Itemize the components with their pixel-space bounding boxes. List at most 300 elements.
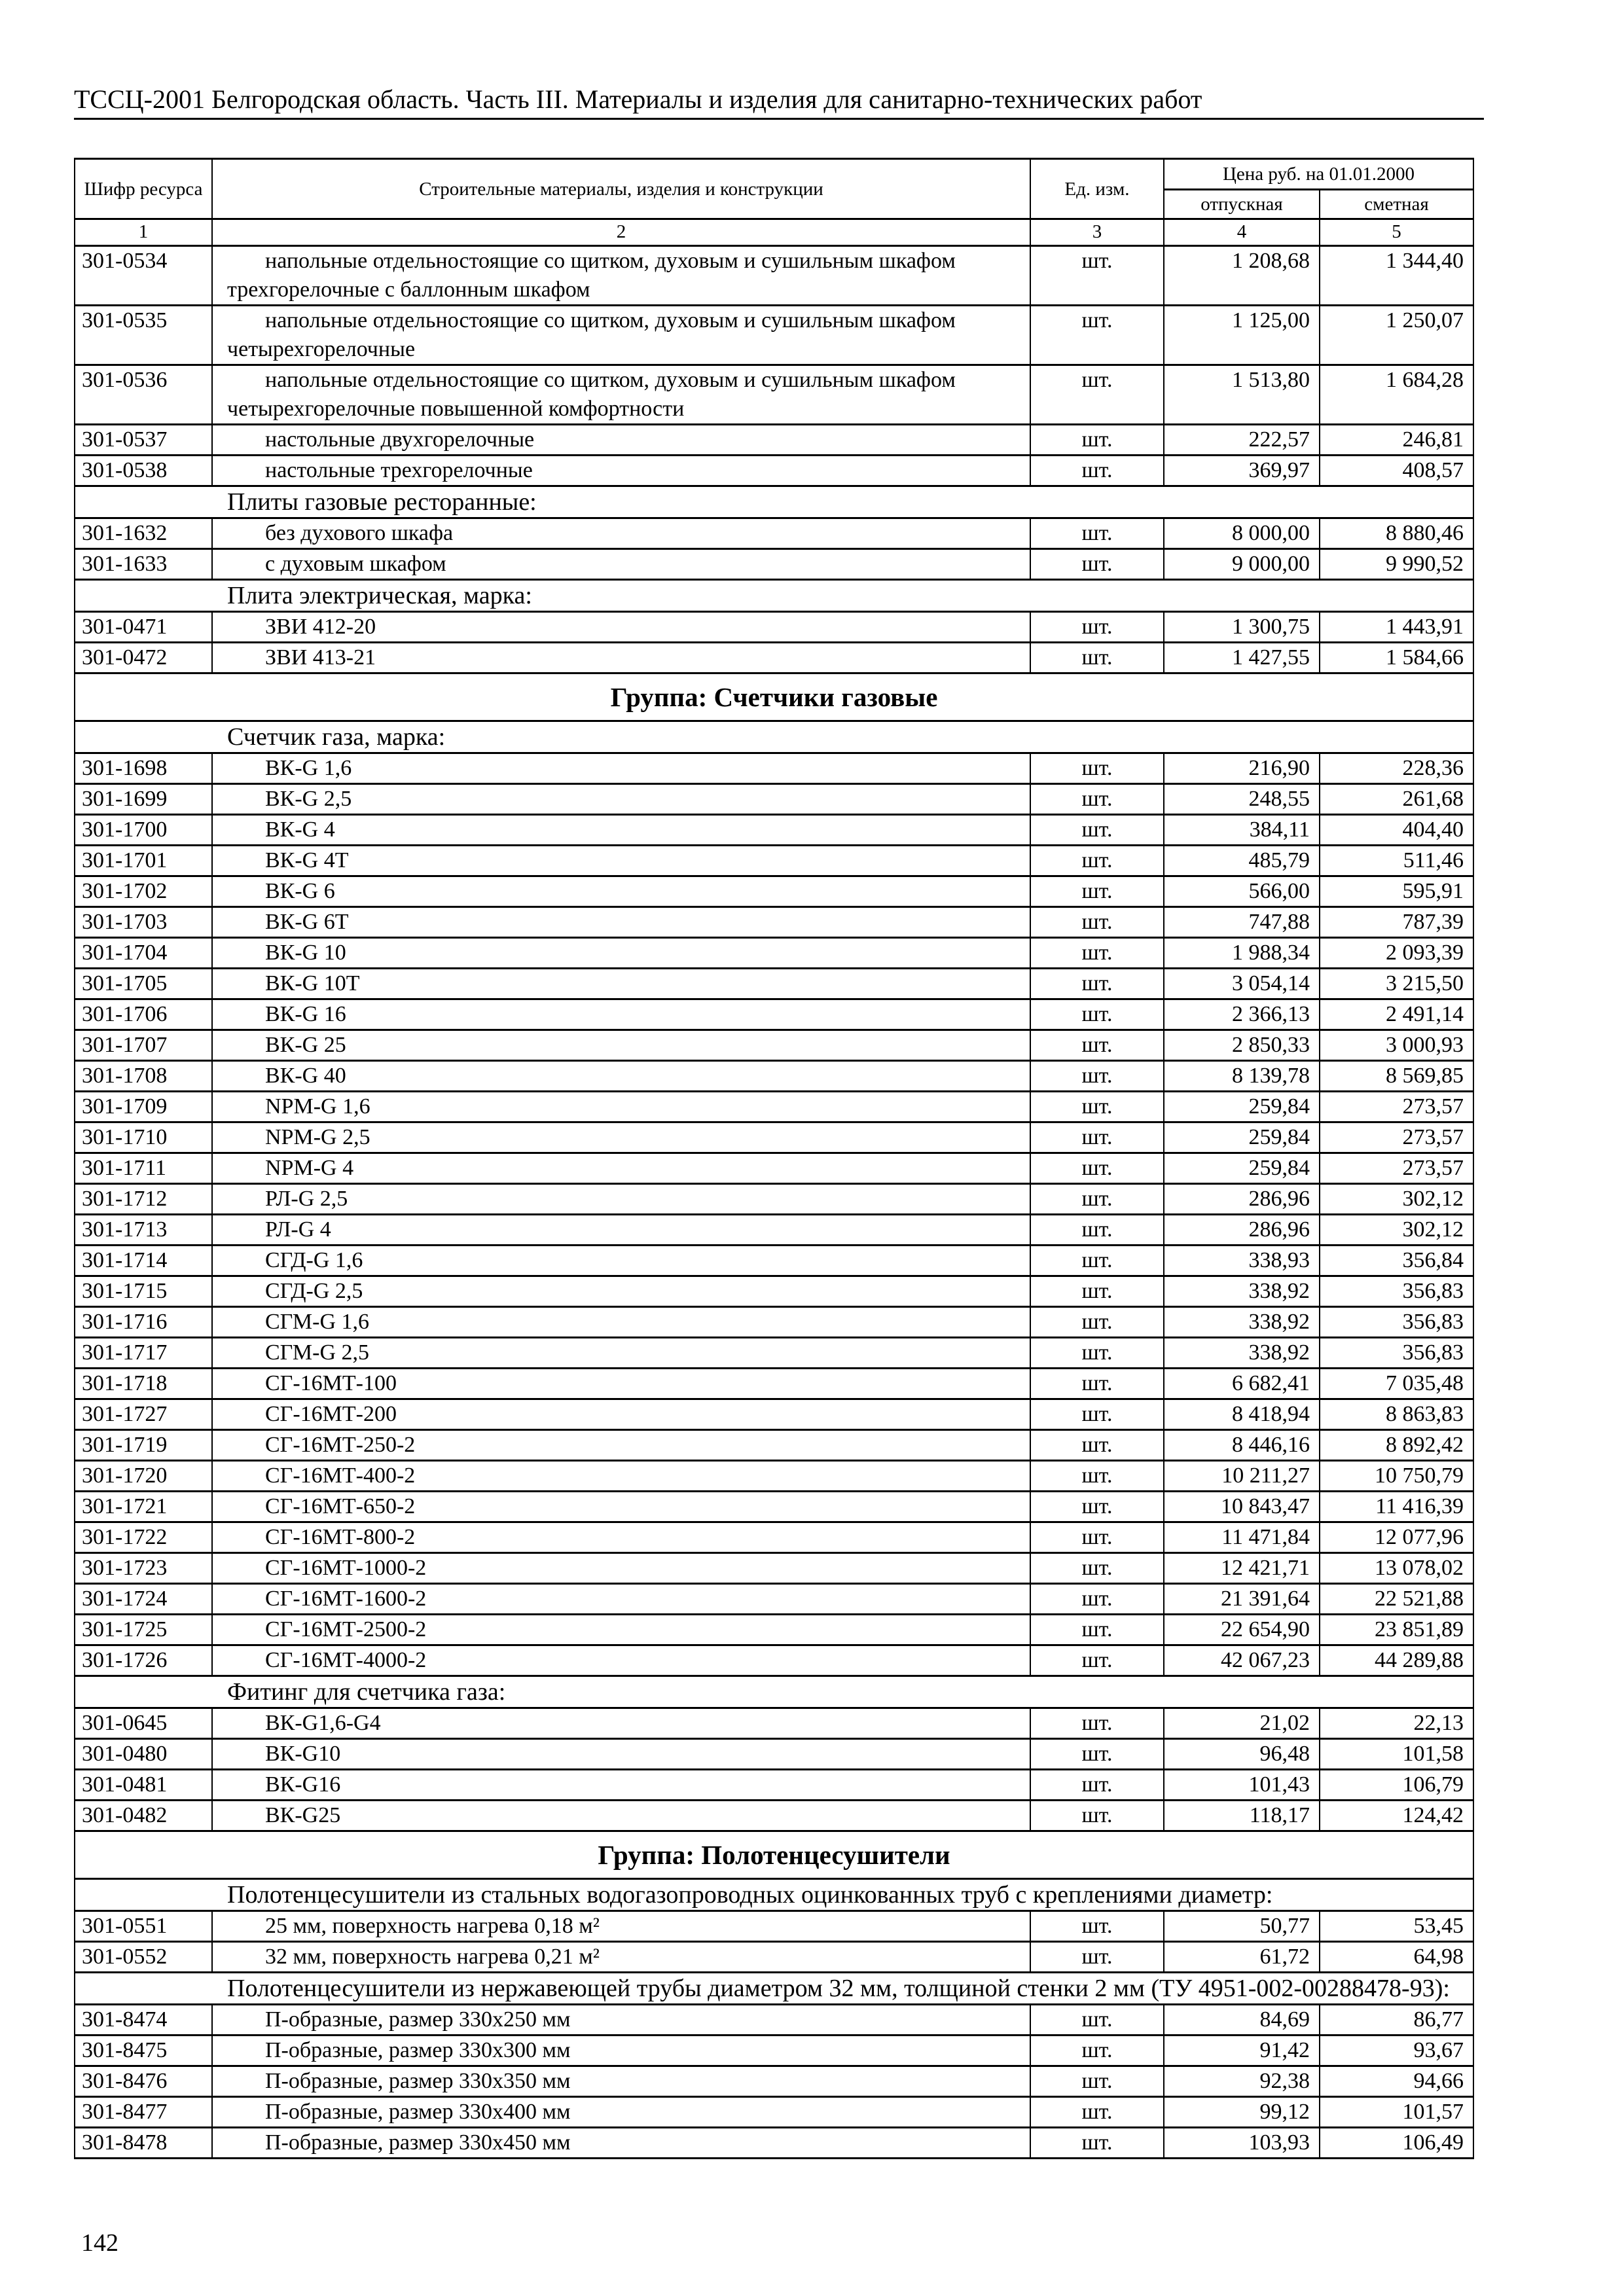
table-row — [75, 1369, 1473, 1399]
cell-code: 301-1702 — [75, 876, 212, 907]
cell-release-price: 259,84 — [1164, 1122, 1320, 1153]
cell-description — [212, 876, 1030, 907]
cell-estimate-price: 94,66 — [1320, 2066, 1473, 2097]
col-header-name: Строительные материалы, изделия и конструкции — [212, 159, 1030, 219]
table-row — [75, 999, 1473, 1030]
table-row — [75, 1246, 1473, 1276]
description-text: СГ-16МТ-800-2 — [265, 1525, 416, 1549]
cell-estimate-price: 11 416,39 — [1320, 1492, 1473, 1522]
description-text: П-образные, размер 330х450 мм — [265, 2130, 571, 2155]
description-text: ВК-G1,6-G4 — [265, 1711, 381, 1735]
table-row — [75, 1307, 1473, 1338]
section-title: Плита электрическая, марка: — [75, 580, 1473, 612]
description-text: П-образные, размер 330х400 мм — [265, 2100, 571, 2124]
cell-release-price: 8 000,00 — [1164, 518, 1320, 549]
cell-estimate-price: 595,91 — [1320, 876, 1473, 907]
cell-description — [212, 1492, 1030, 1522]
cell-release-price: 1 427,55 — [1164, 643, 1320, 673]
cell-description — [212, 1092, 1030, 1122]
cell-unit: шт. — [1030, 938, 1164, 969]
cell-code: 301-0471 — [75, 612, 212, 643]
cell-release-price: 222,57 — [1164, 425, 1320, 456]
cell-release-price: 3 054,14 — [1164, 969, 1320, 999]
description-text: ВК-G 1,6 — [265, 756, 352, 780]
cell-estimate-price: 106,79 — [1320, 1770, 1473, 1801]
col-header-release-price: отпускная — [1164, 190, 1320, 219]
table-row — [75, 846, 1473, 876]
cell-release-price: 338,92 — [1164, 1276, 1320, 1307]
table-row — [75, 549, 1473, 580]
cell-unit: шт. — [1030, 999, 1164, 1030]
price-table — [74, 158, 1474, 2159]
col-header-estimate-price: сметная — [1320, 190, 1473, 219]
cell-description — [212, 1584, 1030, 1615]
cell-code: 301-1701 — [75, 846, 212, 876]
cell-release-price: 216,90 — [1164, 753, 1320, 784]
cell-unit: шт. — [1030, 643, 1164, 673]
cell-estimate-price: 2 093,39 — [1320, 938, 1473, 969]
table-row — [75, 1522, 1473, 1553]
cell-unit: шт. — [1030, 518, 1164, 549]
cell-description — [212, 1739, 1030, 1770]
cell-code: 301-1722 — [75, 1522, 212, 1553]
cell-estimate-price: 356,83 — [1320, 1338, 1473, 1369]
cell-release-price: 21,02 — [1164, 1708, 1320, 1739]
table-row — [75, 2066, 1473, 2097]
description-text: ВК-G 2,5 — [265, 787, 352, 811]
cell-description — [212, 612, 1030, 643]
table-row — [75, 1430, 1473, 1461]
description-text: ВК-G 25 — [265, 1033, 346, 1057]
cell-estimate-price: 8 569,85 — [1320, 1061, 1473, 1092]
cell-description — [212, 306, 1030, 365]
cell-release-price: 1 208,68 — [1164, 246, 1320, 306]
description-text: СГ-16МТ-250-2 — [265, 1433, 416, 1457]
cell-unit: шт. — [1030, 2066, 1164, 2097]
cell-unit: шт. — [1030, 1770, 1164, 1801]
cell-release-price: 50,77 — [1164, 1911, 1320, 1942]
cell-unit: шт. — [1030, 1942, 1164, 1973]
table-row — [75, 1615, 1473, 1645]
cell-unit: шт. — [1030, 246, 1164, 306]
cell-release-price: 259,84 — [1164, 1153, 1320, 1184]
table-row — [75, 1461, 1473, 1492]
description-text: ВК-G25 — [265, 1803, 341, 1827]
col-header-code: Шифр ресурса — [75, 159, 212, 219]
description-text: СГ-16МТ-2500-2 — [265, 1617, 427, 1641]
col-number: 3 — [1030, 219, 1164, 246]
cell-unit: шт. — [1030, 1122, 1164, 1153]
cell-release-price: 1 125,00 — [1164, 306, 1320, 365]
cell-description — [212, 1276, 1030, 1307]
section-row — [75, 1676, 1473, 1708]
cell-unit: шт. — [1030, 1584, 1164, 1615]
cell-unit: шт. — [1030, 306, 1164, 365]
cell-estimate-price: 1 684,28 — [1320, 365, 1473, 425]
cell-estimate-price: 22 521,88 — [1320, 1584, 1473, 1615]
description-text: СГД-G 2,5 — [265, 1279, 363, 1303]
cell-description — [212, 2036, 1030, 2066]
cell-description — [212, 2128, 1030, 2159]
cell-release-price: 6 682,41 — [1164, 1369, 1320, 1399]
cell-code: 301-0472 — [75, 643, 212, 673]
cell-description — [212, 1461, 1030, 1492]
cell-code: 301-8478 — [75, 2128, 212, 2159]
cell-release-price: 338,92 — [1164, 1338, 1320, 1369]
section-row — [75, 1973, 1473, 2005]
cell-code: 301-1632 — [75, 518, 212, 549]
cell-code: 301-1720 — [75, 1461, 212, 1492]
description-text: настольные трехгорелочные — [265, 458, 533, 482]
cell-unit: шт. — [1030, 1430, 1164, 1461]
col-header-price: Цена руб. на 01.01.2000 — [1164, 159, 1473, 190]
cell-unit: шт. — [1030, 1307, 1164, 1338]
table-row — [75, 1122, 1473, 1153]
section-title: Полотенцесушители из стальных водогазопроводных оцинкованных труб с креплениями диаметр: — [75, 1879, 1473, 1911]
table-row — [75, 2005, 1473, 2036]
table-row — [75, 1399, 1473, 1430]
cell-release-price: 248,55 — [1164, 784, 1320, 815]
cell-description — [212, 938, 1030, 969]
cell-release-price: 485,79 — [1164, 846, 1320, 876]
cell-code: 301-0536 — [75, 365, 212, 425]
cell-release-price: 8 446,16 — [1164, 1430, 1320, 1461]
cell-unit: шт. — [1030, 1246, 1164, 1276]
table-row — [75, 1153, 1473, 1184]
table-row — [75, 1708, 1473, 1739]
cell-description — [212, 1215, 1030, 1246]
cell-code: 301-1721 — [75, 1492, 212, 1522]
cell-unit: шт. — [1030, 1911, 1164, 1942]
cell-release-price: 8 418,94 — [1164, 1399, 1320, 1430]
description-text: ВК-G 16 — [265, 1002, 346, 1026]
table-row — [75, 1061, 1473, 1092]
cell-estimate-price: 356,84 — [1320, 1246, 1473, 1276]
cell-estimate-price: 10 750,79 — [1320, 1461, 1473, 1492]
cell-release-price: 369,97 — [1164, 456, 1320, 486]
cell-code: 301-1633 — [75, 549, 212, 580]
table-row — [75, 1338, 1473, 1369]
cell-code: 301-1726 — [75, 1645, 212, 1676]
cell-estimate-price: 261,68 — [1320, 784, 1473, 815]
table-row — [75, 1770, 1473, 1801]
cell-release-price: 11 471,84 — [1164, 1522, 1320, 1553]
header-rule — [74, 118, 1484, 120]
cell-estimate-price: 23 851,89 — [1320, 1615, 1473, 1645]
cell-estimate-price: 3 215,50 — [1320, 969, 1473, 999]
table-row — [75, 907, 1473, 938]
cell-code: 301-0645 — [75, 1708, 212, 1739]
cell-unit: шт. — [1030, 2097, 1164, 2128]
cell-estimate-price: 273,57 — [1320, 1153, 1473, 1184]
table-row — [75, 425, 1473, 456]
cell-description — [212, 969, 1030, 999]
cell-estimate-price: 787,39 — [1320, 907, 1473, 938]
cell-code: 301-1706 — [75, 999, 212, 1030]
cell-estimate-price: 7 035,48 — [1320, 1369, 1473, 1399]
cell-description — [212, 2097, 1030, 2128]
cell-release-price: 338,92 — [1164, 1307, 1320, 1338]
cell-estimate-price: 124,42 — [1320, 1801, 1473, 1831]
description-text: П-образные, размер 330х250 мм — [265, 2007, 571, 2032]
description-text: ЗВИ 412-20 — [265, 615, 376, 639]
description-text: СГМ-G 1,6 — [265, 1310, 369, 1334]
cell-unit: шт. — [1030, 1801, 1164, 1831]
section-row — [75, 486, 1473, 518]
table-row — [75, 1801, 1473, 1831]
cell-unit: шт. — [1030, 1369, 1164, 1399]
description-text: ВК-G16 — [265, 1772, 341, 1797]
cell-unit: шт. — [1030, 1030, 1164, 1061]
cell-description — [212, 784, 1030, 815]
cell-description — [212, 1307, 1030, 1338]
description-text: без духового шкафа — [265, 521, 454, 545]
cell-code: 301-1707 — [75, 1030, 212, 1061]
cell-code: 301-1700 — [75, 815, 212, 846]
description-text: напольные отдельностоящие со щитком, духовым и сушильным шкафом трехгорелочные с баллонным шкафом — [227, 249, 956, 302]
cell-code: 301-1717 — [75, 1338, 212, 1369]
cell-code: 301-1715 — [75, 1276, 212, 1307]
description-text: NPM-G 1,6 — [265, 1094, 370, 1119]
description-text: с духовым шкафом — [265, 552, 446, 576]
description-text: 25 мм, поверхность нагрева 0,18 м² — [265, 1914, 600, 1938]
cell-release-price: 99,12 — [1164, 2097, 1320, 2128]
cell-release-price: 286,96 — [1164, 1215, 1320, 1246]
cell-description — [212, 518, 1030, 549]
cell-unit: шт. — [1030, 1708, 1164, 1739]
section-title: Счетчик газа, марка: — [75, 721, 1473, 753]
cell-unit: шт. — [1030, 846, 1164, 876]
cell-code: 301-1710 — [75, 1122, 212, 1153]
cell-release-price: 1 988,34 — [1164, 938, 1320, 969]
table-row — [75, 876, 1473, 907]
cell-estimate-price: 8 863,83 — [1320, 1399, 1473, 1430]
description-text: СГ-16МТ-400-2 — [265, 1463, 416, 1488]
cell-unit: шт. — [1030, 815, 1164, 846]
cell-estimate-price: 246,81 — [1320, 425, 1473, 456]
cell-estimate-price: 13 078,02 — [1320, 1553, 1473, 1584]
cell-release-price: 566,00 — [1164, 876, 1320, 907]
cell-release-price: 8 139,78 — [1164, 1061, 1320, 1092]
cell-estimate-price: 93,67 — [1320, 2036, 1473, 2066]
cell-estimate-price: 101,58 — [1320, 1739, 1473, 1770]
cell-release-price: 10 843,47 — [1164, 1492, 1320, 1522]
cell-release-price: 1 300,75 — [1164, 612, 1320, 643]
cell-unit: шт. — [1030, 784, 1164, 815]
cell-description — [212, 1911, 1030, 1942]
cell-release-price: 101,43 — [1164, 1770, 1320, 1801]
table-row — [75, 2036, 1473, 2066]
cell-estimate-price: 273,57 — [1320, 1092, 1473, 1122]
cell-estimate-price: 106,49 — [1320, 2128, 1473, 2159]
cell-description — [212, 1246, 1030, 1276]
cell-unit: шт. — [1030, 753, 1164, 784]
cell-code: 301-1713 — [75, 1215, 212, 1246]
description-text: ВК-G 10Т — [265, 971, 360, 996]
cell-release-price: 12 421,71 — [1164, 1553, 1320, 1584]
cell-release-price: 259,84 — [1164, 1092, 1320, 1122]
cell-unit: шт. — [1030, 549, 1164, 580]
cell-release-price: 286,96 — [1164, 1184, 1320, 1215]
cell-release-price: 103,93 — [1164, 2128, 1320, 2159]
cell-code: 301-1704 — [75, 938, 212, 969]
description-text: СГД-G 1,6 — [265, 1248, 363, 1272]
cell-release-price: 9 000,00 — [1164, 549, 1320, 580]
description-text: напольные отдельностоящие со щитком, духовым и сушильным шкафом четырехгорелочные — [227, 308, 956, 361]
description-text: РЛ-G 4 — [265, 1217, 331, 1242]
description-text: СГМ-G 2,5 — [265, 1340, 369, 1365]
col-number: 5 — [1320, 219, 1473, 246]
cell-code: 301-1725 — [75, 1615, 212, 1645]
col-number: 1 — [75, 219, 212, 246]
cell-unit: шт. — [1030, 1338, 1164, 1369]
description-text: П-образные, размер 330х350 мм — [265, 2069, 571, 2093]
table-row — [75, 518, 1473, 549]
cell-unit: шт. — [1030, 456, 1164, 486]
cell-description — [212, 1645, 1030, 1676]
table-row — [75, 1492, 1473, 1522]
cell-description — [212, 1708, 1030, 1739]
cell-code: 301-0481 — [75, 1770, 212, 1801]
description-text: ЗВИ 413-21 — [265, 645, 376, 670]
cell-code: 301-0535 — [75, 306, 212, 365]
table-row — [75, 1553, 1473, 1584]
cell-release-price: 92,38 — [1164, 2066, 1320, 2097]
table-row — [75, 1276, 1473, 1307]
cell-unit: шт. — [1030, 1092, 1164, 1122]
running-head: ТССЦ-2001 Белгородская область. Часть III. Материалы и изделия для санитарно-технических работ — [74, 84, 1202, 114]
description-text: напольные отдельностоящие со щитком, духовым и сушильным шкафом четырехгорелочные повышенной комфортности — [227, 368, 956, 421]
cell-release-price: 118,17 — [1164, 1801, 1320, 1831]
table-row — [75, 1030, 1473, 1061]
cell-code: 301-1711 — [75, 1153, 212, 1184]
cell-code: 301-8475 — [75, 2036, 212, 2066]
cell-release-price: 42 067,23 — [1164, 1645, 1320, 1676]
table-row — [75, 2128, 1473, 2159]
cell-release-price: 384,11 — [1164, 815, 1320, 846]
cell-unit: шт. — [1030, 969, 1164, 999]
table-row — [75, 815, 1473, 846]
cell-estimate-price: 44 289,88 — [1320, 1645, 1473, 1676]
table-row — [75, 1184, 1473, 1215]
cell-description — [212, 1430, 1030, 1461]
cell-description — [212, 907, 1030, 938]
cell-description — [212, 1399, 1030, 1430]
cell-unit: шт. — [1030, 1645, 1164, 1676]
cell-code: 301-1698 — [75, 753, 212, 784]
cell-description — [212, 643, 1030, 673]
section-title: Фитинг для счетчика газа: — [75, 1676, 1473, 1708]
section-row — [75, 1879, 1473, 1911]
description-text: NPM-G 2,5 — [265, 1125, 370, 1149]
cell-description — [212, 1801, 1030, 1831]
description-text: П-образные, размер 330х300 мм — [265, 2038, 571, 2062]
description-text: СГ-16МТ-650-2 — [265, 1494, 416, 1518]
description-text: СГ-16МТ-200 — [265, 1402, 397, 1426]
group-title: Группа: Счетчики газовые — [75, 673, 1473, 721]
table-row — [75, 784, 1473, 815]
cell-description — [212, 1030, 1030, 1061]
cell-release-price: 338,93 — [1164, 1246, 1320, 1276]
cell-estimate-price: 9 990,52 — [1320, 549, 1473, 580]
cell-estimate-price: 511,46 — [1320, 846, 1473, 876]
cell-estimate-price: 86,77 — [1320, 2005, 1473, 2036]
cell-estimate-price: 228,36 — [1320, 753, 1473, 784]
cell-description — [212, 1553, 1030, 1584]
cell-unit: шт. — [1030, 1522, 1164, 1553]
cell-estimate-price: 1 584,66 — [1320, 643, 1473, 673]
cell-release-price: 2 366,13 — [1164, 999, 1320, 1030]
cell-description — [212, 1184, 1030, 1215]
cell-estimate-price: 1 344,40 — [1320, 246, 1473, 306]
cell-estimate-price: 302,12 — [1320, 1215, 1473, 1246]
cell-estimate-price: 356,83 — [1320, 1307, 1473, 1338]
cell-code: 301-0480 — [75, 1739, 212, 1770]
cell-description — [212, 2066, 1030, 2097]
description-text: ВК-G10 — [265, 1742, 341, 1766]
cell-unit: шт. — [1030, 876, 1164, 907]
description-text: ВК-G 40 — [265, 1064, 346, 1088]
description-text: ВК-G 4Т — [265, 848, 349, 872]
cell-code: 301-1703 — [75, 907, 212, 938]
cell-unit: шт. — [1030, 1492, 1164, 1522]
cell-code: 301-1719 — [75, 1430, 212, 1461]
cell-code: 301-1699 — [75, 784, 212, 815]
col-header-unit: Ед. изм. — [1030, 159, 1164, 219]
table-row — [75, 969, 1473, 999]
cell-description — [212, 815, 1030, 846]
cell-description — [212, 1615, 1030, 1645]
cell-unit: шт. — [1030, 1215, 1164, 1246]
cell-release-price: 84,69 — [1164, 2005, 1320, 2036]
cell-estimate-price: 356,83 — [1320, 1276, 1473, 1307]
table-row — [75, 306, 1473, 365]
cell-release-price: 91,42 — [1164, 2036, 1320, 2066]
cell-release-price: 747,88 — [1164, 907, 1320, 938]
cell-estimate-price: 404,40 — [1320, 815, 1473, 846]
section-row — [75, 580, 1473, 612]
cell-description — [212, 1770, 1030, 1801]
cell-code: 301-0482 — [75, 1801, 212, 1831]
group-title: Группа: Полотенцесушители — [75, 1831, 1473, 1879]
cell-unit: шт. — [1030, 1399, 1164, 1430]
description-text: РЛ-G 2,5 — [265, 1187, 348, 1211]
cell-estimate-price: 1 443,91 — [1320, 612, 1473, 643]
table-row — [75, 456, 1473, 486]
cell-unit: шт. — [1030, 1553, 1164, 1584]
cell-description — [212, 1061, 1030, 1092]
cell-release-price: 22 654,90 — [1164, 1615, 1320, 1645]
cell-estimate-price: 8 880,46 — [1320, 518, 1473, 549]
cell-code: 301-8476 — [75, 2066, 212, 2097]
cell-unit: шт. — [1030, 365, 1164, 425]
cell-estimate-price: 408,57 — [1320, 456, 1473, 486]
description-text: СГ-16МТ-100 — [265, 1371, 397, 1395]
cell-release-price: 10 211,27 — [1164, 1461, 1320, 1492]
cell-release-price: 96,48 — [1164, 1739, 1320, 1770]
table-row — [75, 938, 1473, 969]
cell-unit: шт. — [1030, 1276, 1164, 1307]
cell-description — [212, 549, 1030, 580]
table-row — [75, 753, 1473, 784]
description-text: 32 мм, поверхность нагрева 0,21 м² — [265, 1945, 600, 1969]
table-row — [75, 1092, 1473, 1122]
cell-code: 301-0537 — [75, 425, 212, 456]
cell-description — [212, 753, 1030, 784]
col-number: 2 — [212, 219, 1030, 246]
cell-estimate-price: 12 077,96 — [1320, 1522, 1473, 1553]
cell-unit: шт. — [1030, 1461, 1164, 1492]
